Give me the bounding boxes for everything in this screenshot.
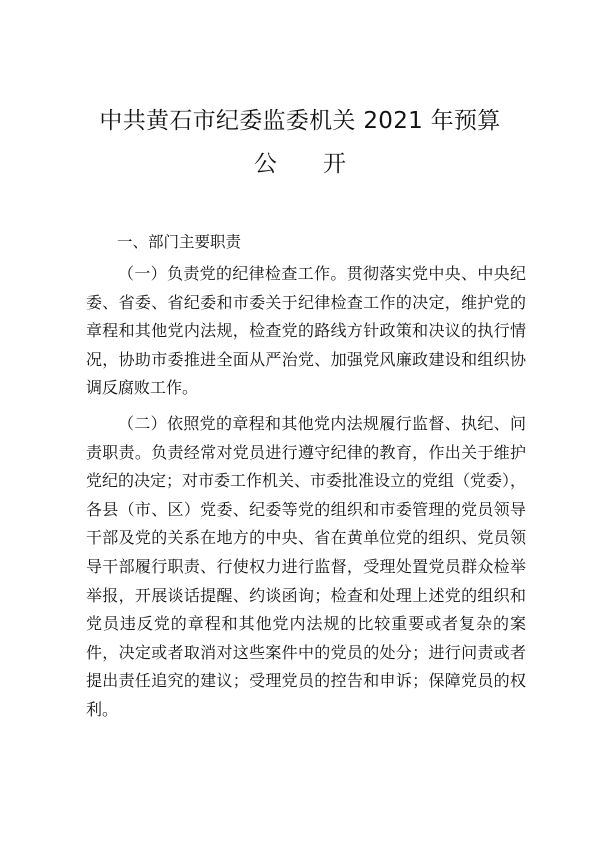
document-title: 中共黄石市纪委监委机关 2021 年预算 [99, 108, 501, 134]
title-char-kai: 开 [323, 151, 346, 177]
document-title-line2 [0, 146, 600, 182]
section-heading: 一、部门主要职责 [117, 233, 242, 251]
paragraph-2: （二）依照党的章程和其他党内法规履行监督、执纪、问责职责。负责经常对党员进行遵守纪律的教育，作出关于维护党纪的决定；对市委工作机关、市委批准设立的党组（党委），各县（市、区）党委、纪委等党的组织和市委管理的党员领导干部及党的关系在地方的中央、省在黄单位党的组织、党员领导干部履行职责、行使权力进行监督，受理处置党员群众检举举报，开展谈话提醒、约谈函询；检查和处理上述党的组织和党员违反党的章程和其他党内法规的比较重要或者复杂的案件，决定或者取消对这些案件中的党员的处分；进行问责或者提出责任追究的建议；受理党员的控告和申诉；保障党员的权利。 [86, 414, 527, 719]
paragraph-1: （一）负责党的纪律检查工作。贯彻落实党中央、中央纪委、省委、省纪委和市委关于纪律检查工作的决定，维护党的章程和其他党内法规，检查党的路线方针政策和决议的执行情况，协助市委推进全面从严治党、加强党风廉政建设和组织协调反腐败工作。 [86, 264, 526, 398]
title-char-gong: 公 [254, 151, 277, 177]
